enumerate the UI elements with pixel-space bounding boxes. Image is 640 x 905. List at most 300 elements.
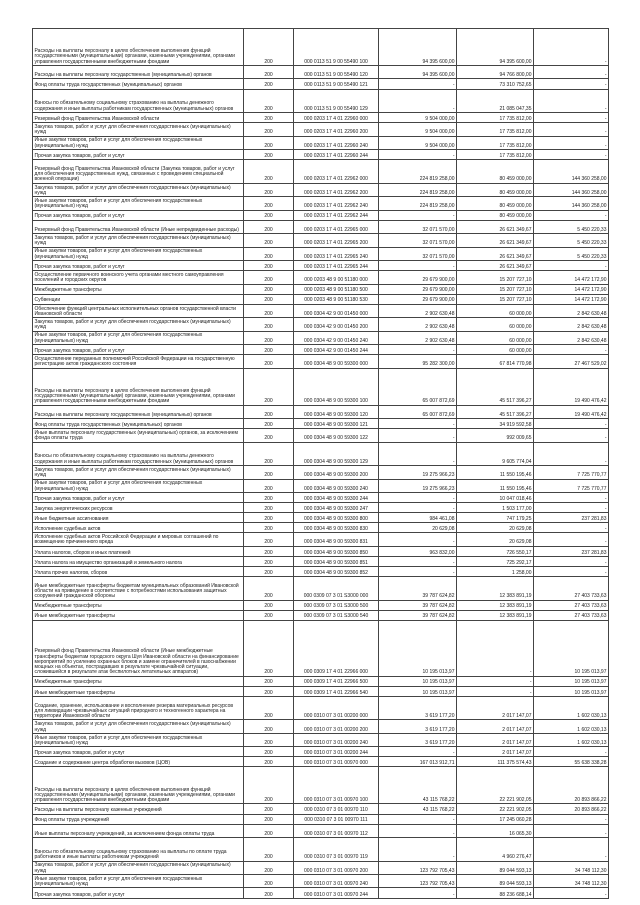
row-approved-cell: - (379, 556, 457, 566)
row-approved-cell: 43 115 768,22 (379, 767, 457, 804)
row-kbk-cell: 000 0203 48 9 00 51180 500 (294, 284, 379, 294)
row-approved-cell: 29 679 900,00 (379, 284, 457, 294)
row-code-cell: 200 (244, 405, 294, 418)
row-approved-cell: 32 071 570,00 (379, 234, 457, 247)
row-name-cell: Иные выплаты персоналу учреждений, за исключением фонда оплаты труда (33, 824, 244, 837)
row-approved-cell: 224 819 258,00 (379, 197, 457, 210)
row-approved-cell: 94 395 600,00 (379, 65, 457, 78)
row-kbk-cell: 000 0113 51 9 00 55490 100 (294, 29, 379, 66)
row-approved-cell: 2 902 630,48 (379, 318, 457, 331)
row-kbk-cell: 000 0203 17 4 01 22962 240 (294, 197, 379, 210)
row-approved-cell: 3 619 177,20 (379, 720, 457, 733)
row-approved-cell: 10 195 013,97 (379, 686, 457, 696)
row-approved-cell: - (379, 503, 457, 513)
table-row (33, 197, 609, 210)
table-row (33, 442, 609, 466)
row-unexecuted-cell: 14 472 172,90 (534, 284, 609, 294)
row-approved-cell: 3 619 177,20 (379, 696, 457, 720)
row-executed-cell: 2 017 147,07 (457, 733, 534, 746)
row-name-cell: Иные закупки товаров, работ и услуг для обеспечения государственных (муниципальных) нужд (33, 197, 244, 210)
row-approved-cell: - (379, 814, 457, 824)
row-executed-cell: 20 629,08 (457, 523, 534, 533)
row-approved-cell: - (379, 79, 457, 89)
row-kbk-cell: 000 0203 17 4 01 22960 240 (294, 136, 379, 149)
row-kbk-cell: 000 0304 48 9 00 59300 830 (294, 523, 379, 533)
table-row (33, 271, 609, 284)
row-name-cell: Фонд оплаты труда государственных (муниципальных) органов (33, 79, 244, 89)
row-code-cell: 200 (244, 503, 294, 513)
row-name-cell: Резервный фонд Правительства Ивановской области (Иные межбюджетные трансферты бюджетам городского округа Шуя Ивановской области на финансирование мероприятий по усилению охранных блоков и замене ограничителей в газоснабжении мощных на объектах, пострадавших в результате чрезвычайной ситуации, сложившейся в результате атак беспилотных летательных аппаратов) (33, 620, 244, 676)
row-kbk-cell: 000 0309 07 3 01 S3000 500 (294, 600, 379, 610)
row-executed-cell: - (457, 620, 534, 676)
row-unexecuted-cell: 237 281,83 (534, 546, 609, 556)
row-code-cell: 200 (244, 79, 294, 89)
row-approved-cell: 32 071 570,00 (379, 220, 457, 233)
row-unexecuted-cell: - (534, 79, 609, 89)
row-kbk-cell: 000 0310 07 3 01 00970 200 (294, 861, 379, 874)
row-code-cell: 200 (244, 804, 294, 814)
table-row (33, 466, 609, 479)
row-unexecuted-cell: - (534, 503, 609, 513)
row-unexecuted-cell: 27 403 733,63 (534, 610, 609, 620)
row-code-cell: 200 (244, 838, 294, 862)
row-unexecuted-cell: 5 450 220,33 (534, 247, 609, 260)
row-executed-cell: 747 179,25 (457, 513, 534, 523)
row-unexecuted-cell: - (534, 566, 609, 576)
row-kbk-cell: 000 0310 07 3 01 00970 112 (294, 824, 379, 837)
row-unexecuted-cell: - (534, 838, 609, 862)
row-executed-cell: 2 017 147,07 (457, 720, 534, 733)
row-name-cell: Субвенции (33, 294, 244, 304)
row-kbk-cell: 000 0310 07 3 01 00970 110 (294, 804, 379, 814)
row-executed-cell: 22 221 902,05 (457, 767, 534, 804)
row-approved-cell: 29 679 900,00 (379, 271, 457, 284)
row-executed-cell: 60 000,00 (457, 318, 534, 331)
row-executed-cell: 80 459 000,00 (457, 210, 534, 220)
row-name-cell: Иные закупки товаров, работ и услуг для обеспечения государственных (муниципальных) нужд (33, 331, 244, 344)
row-name-cell: Резервный фонд Правительства Ивановской области (Иные непредвиденные расходы) (33, 220, 244, 233)
row-executed-cell: 15 207 727,10 (457, 271, 534, 284)
table-row (33, 620, 609, 676)
row-kbk-cell: 000 0304 48 9 00 59300 121 (294, 419, 379, 429)
table-row (33, 294, 609, 304)
row-executed-cell: 26 621 349,67 (457, 234, 534, 247)
row-unexecuted-cell: - (534, 123, 609, 136)
row-executed-cell: 21 085 047,35 (457, 89, 534, 113)
row-kbk-cell: 000 0203 17 4 01 22962 000 (294, 160, 379, 184)
row-code-cell: 200 (244, 220, 294, 233)
row-executed-cell: - (457, 686, 534, 696)
table-row (33, 676, 609, 686)
row-code-cell: 200 (244, 814, 294, 824)
row-approved-cell: 39 787 624,82 (379, 576, 457, 600)
table-row (33, 479, 609, 492)
row-kbk-cell: 000 0304 48 9 00 59300 240 (294, 479, 379, 492)
row-approved-cell: 39 787 624,82 (379, 610, 457, 620)
row-approved-cell: 19 275 966,23 (379, 466, 457, 479)
row-code-cell: 200 (244, 875, 294, 888)
row-approved-cell: 43 115 768,22 (379, 804, 457, 814)
row-approved-cell: - (379, 89, 457, 113)
table-row (33, 566, 609, 576)
row-code-cell: 200 (244, 600, 294, 610)
row-approved-cell: 20 629,08 (379, 523, 457, 533)
table-row (33, 260, 609, 270)
row-approved-cell: - (379, 345, 457, 355)
row-executed-cell: 20 629,08 (457, 533, 534, 546)
row-name-cell: Иные закупки товаров, работ и услуг для обеспечения государственных (муниципальных) нужд (33, 875, 244, 888)
row-code-cell: 200 (244, 260, 294, 270)
row-name-cell: Взносы по обязательному социальному страхованию на выплаты денежного содержания и иные выплаты работникам государственных (муниципальных) органов (33, 442, 244, 466)
row-kbk-cell: 000 0309 17 4 01 22966 000 (294, 620, 379, 676)
row-unexecuted-cell: 144 360 258,00 (534, 183, 609, 196)
row-name-cell: Прочая закупка товаров, работ и услуг (33, 888, 244, 899)
row-kbk-cell: 000 0203 17 4 01 22960 200 (294, 123, 379, 136)
row-unexecuted-cell: 10 195 013,97 (534, 686, 609, 696)
row-kbk-cell: 000 0203 48 9 00 51180 000 (294, 271, 379, 284)
row-code-cell: 200 (244, 429, 294, 442)
row-kbk-cell: 000 0113 51 9 00 55490 120 (294, 65, 379, 78)
row-executed-cell: 1 503 177,00 (457, 503, 534, 513)
table-row (33, 234, 609, 247)
row-kbk-cell: 000 0304 48 9 00 59300 852 (294, 566, 379, 576)
row-unexecuted-cell: 19 490 476,42 (534, 368, 609, 405)
row-unexecuted-cell: 34 748 112,30 (534, 861, 609, 874)
row-code-cell: 200 (244, 304, 294, 317)
row-approved-cell: 963 832,00 (379, 546, 457, 556)
row-executed-cell: 725 292,17 (457, 556, 534, 566)
row-approved-cell: 224 819 258,00 (379, 183, 457, 196)
row-kbk-cell: 000 0304 42 9 00 01450 000 (294, 304, 379, 317)
row-code-cell: 200 (244, 210, 294, 220)
row-executed-cell: 94 395 600,00 (457, 29, 534, 66)
row-approved-cell: - (379, 838, 457, 862)
table-row (33, 331, 609, 344)
table-row (33, 513, 609, 523)
row-code-cell: 200 (244, 747, 294, 757)
row-code-cell: 200 (244, 318, 294, 331)
table-row (33, 757, 609, 767)
row-name-cell: Прочая закупка товаров, работ и услуг (33, 150, 244, 160)
row-code-cell: 200 (244, 720, 294, 733)
row-code-cell: 200 (244, 123, 294, 136)
row-name-cell: Прочая закупка товаров, работ и услуг (33, 492, 244, 502)
row-code-cell: 200 (244, 355, 294, 368)
row-code-cell: 200 (244, 513, 294, 523)
row-code-cell: 200 (244, 345, 294, 355)
row-unexecuted-cell: 144 360 258,00 (534, 197, 609, 210)
row-kbk-cell: 000 0304 42 9 00 01450 200 (294, 318, 379, 331)
row-approved-cell: - (379, 824, 457, 837)
row-executed-cell: 11 550 195,46 (457, 479, 534, 492)
table-row (33, 600, 609, 610)
row-kbk-cell: 000 0309 17 4 01 22966 500 (294, 676, 379, 686)
row-unexecuted-cell: 7 725 770,77 (534, 479, 609, 492)
row-name-cell: Создание, хранение, использование и восполнение резерва материальных ресурсов для ликвидации чрезвычайных ситуаций природного и техногенного характера на территории Ивановской области (33, 696, 244, 720)
row-approved-cell: 65 007 872,69 (379, 405, 457, 418)
row-executed-cell: - (457, 676, 534, 686)
row-kbk-cell: 000 0309 07 3 01 S3000 540 (294, 610, 379, 620)
row-executed-cell: 26 621 349,67 (457, 260, 534, 270)
row-approved-cell: 984 461,08 (379, 513, 457, 523)
row-code-cell: 200 (244, 234, 294, 247)
row-name-cell: Создание и содержание центра обработки вызовов (ЦОВ) (33, 757, 244, 767)
table-row (33, 220, 609, 233)
row-executed-cell: 26 621 349,67 (457, 247, 534, 260)
row-approved-cell: 123 792 705,43 (379, 875, 457, 888)
row-code-cell: 200 (244, 733, 294, 746)
row-executed-cell: 1 258,00 (457, 566, 534, 576)
row-executed-cell: 80 459 000,00 (457, 183, 534, 196)
row-executed-cell: 2 017 147,07 (457, 696, 534, 720)
row-kbk-cell: 000 0309 07 3 01 S3000 000 (294, 576, 379, 600)
table-row (33, 304, 609, 317)
table-row (33, 720, 609, 733)
row-name-cell: Межбюджетные трансферты (33, 600, 244, 610)
row-name-cell: Расходы на выплаты персоналу казенных учреждений (33, 804, 244, 814)
table-row (33, 29, 609, 66)
table-row (33, 429, 609, 442)
row-unexecuted-cell: - (534, 260, 609, 270)
row-unexecuted-cell: 19 490 476,42 (534, 405, 609, 418)
table-row (33, 247, 609, 260)
table-row (33, 183, 609, 196)
row-executed-cell: 17 735 812,00 (457, 136, 534, 149)
row-kbk-cell: 000 0203 17 4 01 22962 200 (294, 183, 379, 196)
row-unexecuted-cell: - (534, 747, 609, 757)
row-name-cell: Осуществление переданных полномочий Российской Федерации на государственную регистрацию актов гражданского состояния (33, 355, 244, 368)
row-code-cell: 200 (244, 284, 294, 294)
table-row (33, 284, 609, 294)
row-name-cell: Межбюджетные трансферты (33, 676, 244, 686)
row-executed-cell: 80 459 000,00 (457, 197, 534, 210)
row-approved-cell: - (379, 419, 457, 429)
row-code-cell: 200 (244, 546, 294, 556)
row-name-cell: Взносы по обязательному социальному страхованию на выплаты денежного содержания и иные выплаты работникам государственных (муниципальных) органов (33, 89, 244, 113)
table-row (33, 113, 609, 123)
row-name-cell: Межбюджетные трансферты (33, 284, 244, 294)
row-kbk-cell: 000 0304 48 9 00 59300 851 (294, 556, 379, 566)
row-kbk-cell: 000 0203 17 4 01 22965 240 (294, 247, 379, 260)
row-code-cell: 200 (244, 824, 294, 837)
row-approved-cell: - (379, 747, 457, 757)
table-row (33, 345, 609, 355)
row-code-cell: 200 (244, 442, 294, 466)
row-unexecuted-cell: - (534, 429, 609, 442)
table-row (33, 875, 609, 888)
row-kbk-cell: 000 0310 07 3 01 00200 240 (294, 733, 379, 746)
row-kbk-cell: 000 0304 48 9 00 59300 000 (294, 355, 379, 368)
row-unexecuted-cell: 5 450 220,33 (534, 220, 609, 233)
table-row (33, 838, 609, 862)
row-executed-cell: 12 383 891,19 (457, 576, 534, 600)
row-kbk-cell: 000 0304 42 9 00 01450 240 (294, 331, 379, 344)
row-kbk-cell: 000 0203 17 4 01 22962 244 (294, 210, 379, 220)
row-unexecuted-cell: 1 602 030,13 (534, 696, 609, 720)
row-name-cell: Уплата прочих налогов, сборов (33, 566, 244, 576)
row-executed-cell: 45 517 396,27 (457, 368, 534, 405)
row-name-cell: Иные выплаты персоналу государственных (муниципальных) органов, за исключением фонда оплаты труда (33, 429, 244, 442)
row-unexecuted-cell: - (534, 150, 609, 160)
row-name-cell: Закупка товаров, работ и услуг для обеспечения государственных (муниципальных) нужд (33, 466, 244, 479)
row-unexecuted-cell: - (534, 888, 609, 899)
row-code-cell: 200 (244, 29, 294, 66)
row-approved-cell: 19 275 966,23 (379, 479, 457, 492)
table-row (33, 79, 609, 89)
row-code-cell: 200 (244, 492, 294, 502)
table-row (33, 355, 609, 368)
row-unexecuted-cell: - (534, 533, 609, 546)
row-unexecuted-cell: - (534, 113, 609, 123)
row-unexecuted-cell: 7 725 770,77 (534, 466, 609, 479)
row-approved-cell: - (379, 429, 457, 442)
row-kbk-cell: 000 0304 48 9 00 59300 850 (294, 546, 379, 556)
table-row (33, 888, 609, 899)
row-executed-cell: 17 735 812,00 (457, 123, 534, 136)
row-name-cell: Закупка товаров, работ и услуг для обеспечения государственных (муниципальных) нужд (33, 720, 244, 733)
table-row (33, 533, 609, 546)
row-approved-cell: - (379, 533, 457, 546)
row-approved-cell: 2 902 630,48 (379, 304, 457, 317)
row-unexecuted-cell: - (534, 523, 609, 533)
row-name-cell: Расходы на выплаты персоналу государственных (муниципальных) органов (33, 405, 244, 418)
row-unexecuted-cell: - (534, 65, 609, 78)
row-executed-cell: 88 236 688,14 (457, 888, 534, 899)
row-approved-cell: - (379, 888, 457, 899)
row-code-cell: 200 (244, 271, 294, 284)
row-name-cell: Уплата налогов, сборов и иных платежей (33, 546, 244, 556)
row-executed-cell: 9 605 774,04 (457, 442, 534, 466)
row-kbk-cell: 000 0310 07 3 01 00200 200 (294, 720, 379, 733)
row-executed-cell: 26 621 349,67 (457, 220, 534, 233)
row-unexecuted-cell: 2 842 630,48 (534, 318, 609, 331)
table-row (33, 861, 609, 874)
row-unexecuted-cell: - (534, 89, 609, 113)
row-name-cell: Резервный фонд Правительства Ивановской области (Закупка товаров, работ и услуг для обеспечения государственных нужд, связанных с проведением специальной военной операции) (33, 160, 244, 184)
row-kbk-cell: 000 0203 17 4 01 22965 000 (294, 220, 379, 233)
row-kbk-cell: 000 0309 17 4 01 22966 540 (294, 686, 379, 696)
row-unexecuted-cell: 14 472 172,90 (534, 271, 609, 284)
row-approved-cell: 3 619 177,20 (379, 733, 457, 746)
row-approved-cell: 10 195 013,97 (379, 676, 457, 686)
row-unexecuted-cell: - (534, 442, 609, 466)
table-body (33, 29, 609, 899)
table-row (33, 65, 609, 78)
row-name-cell: Иные закупки товаров, работ и услуг для обеспечения государственных (муниципальных) нужд (33, 136, 244, 149)
row-executed-cell: 4 960 276,47 (457, 838, 534, 862)
row-name-cell: Прочая закупка товаров, работ и услуг (33, 260, 244, 270)
row-approved-cell: 39 787 624,82 (379, 600, 457, 610)
row-approved-cell: 2 902 630,48 (379, 331, 457, 344)
table-row (33, 610, 609, 620)
row-code-cell: 200 (244, 523, 294, 533)
row-code-cell: 200 (244, 466, 294, 479)
row-code-cell: 200 (244, 757, 294, 767)
row-unexecuted-cell: 2 842 630,48 (534, 331, 609, 344)
row-kbk-cell: 000 0310 07 3 01 00200 000 (294, 696, 379, 720)
table-row (33, 160, 609, 184)
row-code-cell: 200 (244, 610, 294, 620)
row-approved-cell: - (379, 210, 457, 220)
row-approved-cell: - (379, 150, 457, 160)
row-name-cell: Прочая закупка товаров, работ и услуг (33, 345, 244, 355)
row-unexecuted-cell: 20 893 866,22 (534, 804, 609, 814)
row-name-cell: Исполнение судебных актов (33, 523, 244, 533)
table-row (33, 405, 609, 418)
row-approved-cell: 9 504 000,00 (379, 136, 457, 149)
table-row (33, 686, 609, 696)
row-approved-cell: 224 819 258,00 (379, 160, 457, 184)
row-kbk-cell: 000 0304 42 9 00 01450 244 (294, 345, 379, 355)
row-approved-cell: 29 679 900,00 (379, 294, 457, 304)
row-unexecuted-cell: 5 450 220,33 (534, 234, 609, 247)
row-approved-cell: 9 504 000,00 (379, 113, 457, 123)
row-kbk-cell: 000 0113 51 9 00 55490 121 (294, 79, 379, 89)
table-row (33, 318, 609, 331)
row-executed-cell: 60 000,00 (457, 331, 534, 344)
row-executed-cell: 67 814 770,98 (457, 355, 534, 368)
table-row (33, 503, 609, 513)
row-name-cell: Уплата налога на имущество организаций и земельного налога (33, 556, 244, 566)
row-name-cell: Закупка товаров, работ и услуг для обеспечения государственных (муниципальных) нужд (33, 183, 244, 196)
row-approved-cell: 167 013 912,71 (379, 757, 457, 767)
row-unexecuted-cell: 20 893 866,22 (534, 767, 609, 804)
row-executed-cell: 17 735 812,00 (457, 150, 534, 160)
row-name-cell: Обеспечение функций центральных исполнительных органов государственной власти Ивановской области (33, 304, 244, 317)
row-name-cell: Иные закупки товаров, работ и услуг для обеспечения государственных (муниципальных) нужд (33, 247, 244, 260)
table-row (33, 767, 609, 804)
row-kbk-cell: 000 0304 48 9 00 59300 247 (294, 503, 379, 513)
row-executed-cell: 45 517 396,27 (457, 405, 534, 418)
row-kbk-cell: 000 0203 48 9 00 51180 530 (294, 294, 379, 304)
row-unexecuted-cell: - (534, 419, 609, 429)
row-approved-cell: - (379, 442, 457, 466)
row-kbk-cell: 000 0113 51 9 00 55490 129 (294, 89, 379, 113)
row-approved-cell: 32 071 570,00 (379, 247, 457, 260)
row-unexecuted-cell: - (534, 29, 609, 66)
row-code-cell: 200 (244, 479, 294, 492)
row-kbk-cell: 000 0310 07 3 01 00970 100 (294, 767, 379, 804)
row-kbk-cell: 000 0203 17 4 01 22965 244 (294, 260, 379, 270)
row-unexecuted-cell: 237 281,83 (534, 513, 609, 523)
budget-report-sheet (32, 28, 608, 899)
row-name-cell: Иные межбюджетные трансферты (33, 610, 244, 620)
row-executed-cell: 17 735 812,00 (457, 113, 534, 123)
row-unexecuted-cell: 10 195 013,97 (534, 620, 609, 676)
row-unexecuted-cell: 1 602 030,13 (534, 720, 609, 733)
table-row (33, 576, 609, 600)
row-executed-cell: 22 221 902,05 (457, 804, 534, 814)
row-unexecuted-cell: 55 638 338,28 (534, 757, 609, 767)
row-name-cell: Иные бюджетные ассигнования (33, 513, 244, 523)
row-executed-cell: 10 047 018,46 (457, 492, 534, 502)
row-kbk-cell: 000 0304 48 9 00 59300 120 (294, 405, 379, 418)
table-row (33, 523, 609, 533)
row-executed-cell: 15 207 727,10 (457, 294, 534, 304)
row-code-cell: 200 (244, 556, 294, 566)
budget-expenditure-table (32, 28, 609, 899)
row-kbk-cell: 000 0304 48 9 00 59300 800 (294, 513, 379, 523)
row-unexecuted-cell: 27 403 733,63 (534, 600, 609, 610)
row-executed-cell: 17 245 060,28 (457, 814, 534, 824)
row-name-cell: Иные межбюджетные трансферты бюджетам муниципальных образований Ивановской области на приведение в соответствие с потребностями использования защитных сооружений гражданской обороны (33, 576, 244, 600)
row-unexecuted-cell: - (534, 210, 609, 220)
row-code-cell: 200 (244, 113, 294, 123)
row-approved-cell: 9 504 000,00 (379, 123, 457, 136)
row-code-cell: 200 (244, 676, 294, 686)
row-executed-cell: 34 919 592,58 (457, 419, 534, 429)
row-kbk-cell: 000 0304 48 9 00 59300 244 (294, 492, 379, 502)
